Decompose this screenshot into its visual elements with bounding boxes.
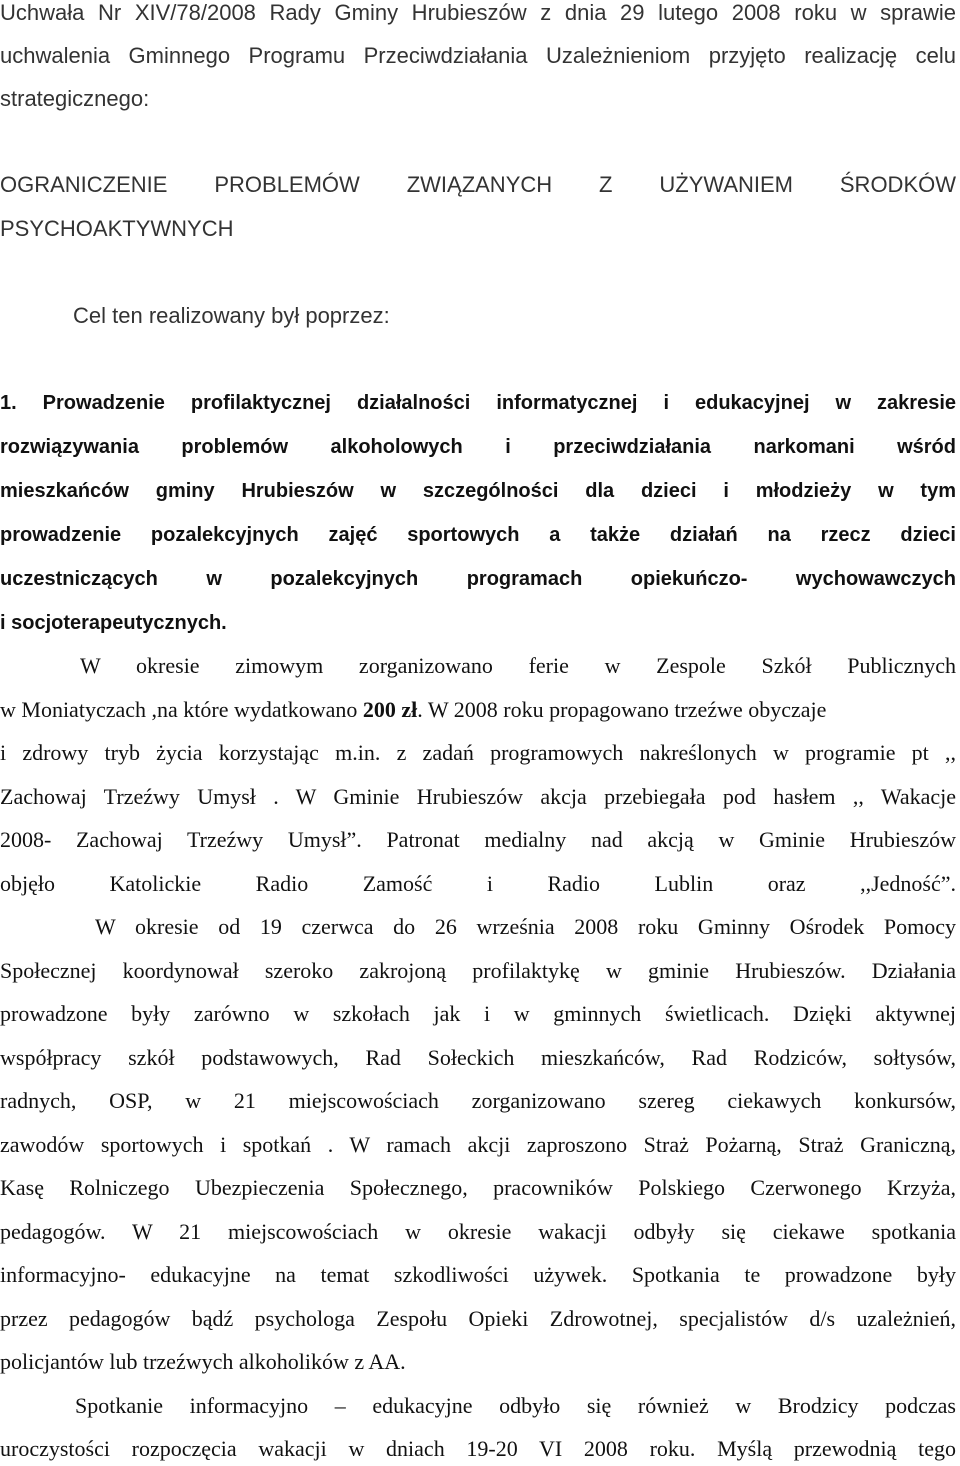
point-1-line: prowadzenie pozalekcyjnych zajęć sportowych a także działań na rzecz dzieci — [0, 524, 956, 546]
paragraph-1-line: 2008- Zachowaj Trzeźwy Umysł”. Patronat medialny nad akcją w Gminie Hrubieszów — [0, 827, 956, 852]
paragraph-2-line: Społecznej koordynował szeroko zakrojoną profilaktykę w gminie Hrubieszów. Działania — [0, 958, 956, 983]
amount-spent: 200 zł — [362, 697, 418, 722]
point-1-line: rozwiązywania problemów alkoholowych i przeciwdziałania narkomani wśród — [0, 436, 956, 458]
paragraph-2-line: policjantów lub trzeźwych alkoholików z AA. — [0, 1349, 406, 1374]
goal-lead: Cel ten realizowany był poprzez: — [73, 303, 390, 328]
paragraph-2-line: W okresie od 19 czerwca do 26 września 2008 roku Gminny Ośrodek Pomocy — [95, 914, 956, 939]
paragraph-1-line: objęło Katolickie Radio Zamość i Radio Lublin oraz ,,Jedność”. — [0, 871, 956, 896]
paragraph-1-line: i zdrowy tryb życia korzystając m.in. z zadań programowych nakreślonych w programie pt ,, — [0, 740, 956, 765]
paragraph-3-line: Spotkanie informacyjno – edukacyjne odbyło się również w Brodzicy podczas — [75, 1393, 956, 1418]
paragraph-2-line: pedagogów. W 21 miejscowościach w okresie wakacji odbyły się ciekawe spotkania — [0, 1219, 956, 1244]
point-1-line: i socjoterapeutycznych. — [0, 612, 227, 634]
intro-line: uchwalenia Gminnego Programu Przeciwdziałania Uzależnieniom przyjęto realizację celu — [0, 43, 956, 68]
paragraph-1-text: . W 2008 roku propagowano trzeźwe obyczaje — [417, 697, 827, 722]
point-1-line: uczestniczących w pozalekcyjnych programach opiekuńczo- wychowawczych — [0, 568, 956, 590]
paragraph-3-line: uroczystości rozpoczęcia wakacji w dniach 19-20 VI 2008 roku. Myślą przewodnią tego — [0, 1436, 956, 1461]
paragraph-2-line: informacyjno- edukacyjne na temat szkodliwości używek. Spotkania te prowadzone były — [0, 1262, 956, 1287]
intro-line: strategicznego: — [0, 86, 150, 111]
paragraph-1-text: w Moniatyczach ,na które wydatkowano — [0, 697, 363, 722]
paragraph-1-line: W okresie zimowym zorganizowano ferie w Zespole Szkół Publicznych — [80, 653, 956, 678]
intro-line: Uchwała Nr XIV/78/2008 Rady Gminy Hrubieszów z dnia 29 lutego 2008 roku w sprawie — [0, 0, 956, 25]
paragraph-2-line: zawodów sportowych i spotkań . W ramach akcji zaproszono Straż Pożarną, Straż Graniczną, — [0, 1132, 956, 1157]
paragraph-2-line: przez pedagogów bądź psychologa Zespołu Opieki Zdrowotnej, specjalistów d/s uzależnień, — [0, 1306, 956, 1331]
paragraph-2-line: współpracy szkół podstawowych, Rad Sołeckich mieszkańców, Rad Rodziców, sołtysów, — [0, 1045, 956, 1070]
strategic-goal-line: OGRANICZENIE PROBLEMÓW ZWIĄZANYCH Z UŻYWANIEM ŚRODKÓW — [0, 172, 956, 197]
paragraph-2-line: radnych, OSP, w 21 miejscowościach zorganizowano szereg ciekawych konkursów, — [0, 1088, 956, 1113]
paragraph-1-line — [0, 697, 956, 723]
point-1-line: 1. Prowadzenie profilaktycznej działalności informatycznej i edukacyjnej w zakresie — [0, 392, 956, 414]
strategic-goal-line: PSYCHOAKTYWNYCH — [0, 216, 234, 241]
paragraph-1-line: Zachowaj Trzeźwy Umysł . W Gminie Hrubieszów akcja przebiegała pod hasłem ,, Wakacje — [0, 784, 956, 809]
point-1-line: mieszkańców gminy Hrubieszów w szczególności dla dzieci i młodzieży w tym — [0, 480, 956, 502]
paragraph-2-line: Kasę Rolniczego Ubezpieczenia Społecznego, pracowników Polskiego Czerwonego Krzyża, — [0, 1175, 956, 1200]
paragraph-2-line: prowadzone były zarówno w szkołach jak i w gminnych świetlicach. Dzięki aktywnej — [0, 1001, 956, 1026]
